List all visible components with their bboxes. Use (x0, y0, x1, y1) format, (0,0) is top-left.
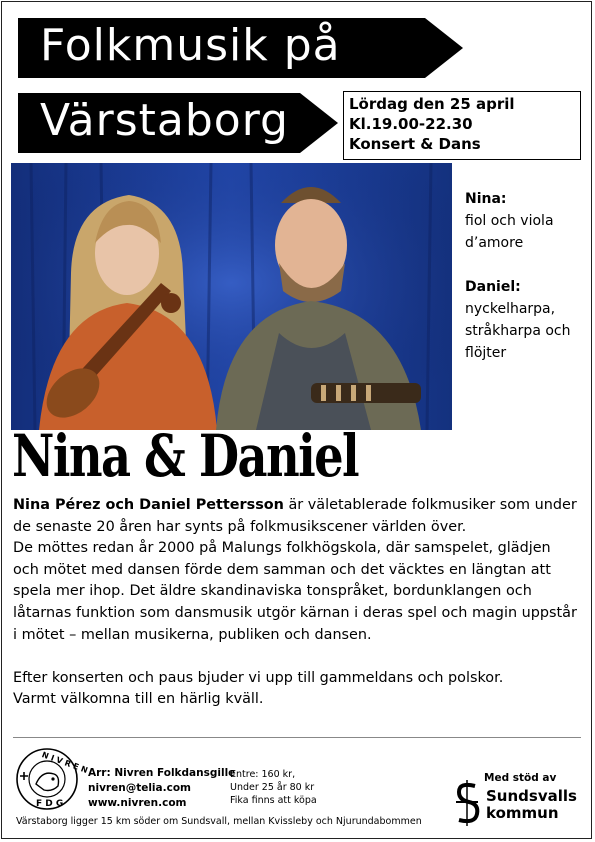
nivren-seal-icon (14, 746, 89, 812)
daniel-label: Daniel: (465, 279, 521, 295)
nivren-logo (14, 746, 89, 812)
organizer-contact (88, 766, 235, 811)
title-line2: Värstaborg (40, 95, 289, 146)
description (13, 495, 581, 711)
title-line1: Folkmusik på (40, 20, 341, 71)
title-banner-line2 (18, 93, 300, 153)
description-paragraph: Varmt välkomna till en härlig kväll. (13, 691, 264, 708)
event-type: Konsert & Dans (349, 135, 481, 153)
musician-roles (465, 188, 585, 364)
daniel-instrument: nyckelharpa, (465, 301, 556, 317)
price-entry: Entre: 160 kr, (230, 769, 296, 780)
nina-label: Nina: (465, 191, 507, 207)
sundsvall-s-icon (453, 780, 481, 826)
price-under25: Under 25 år 80 kr (230, 782, 315, 793)
banner-arrow-tip (300, 93, 338, 153)
event-info-box (343, 91, 581, 160)
svg-text:N I V R E N: N I V R E N (40, 750, 89, 776)
sundsvall-logo (453, 780, 481, 826)
description-paragraph: Nina Pérez och Daniel Pettersson är väletablerade folkmusiker som under de senaste 20 åren har synts på folkmusikscener världen över. (13, 497, 577, 535)
description-paragraph: De möttes redan år 2000 på Malungs folkhögskola, där samspelet, glädjen och mötet med dansen förde dem samman och det väcktes en längtan att spela mer ihop. Det äldre skandinaviska tonspråket, bordunklangen och låtarnas funktion som dansmusik utgör kärnan i deras spel och magin uppstår i mötet – mellan musikerna, publiken och dansen. (13, 540, 577, 643)
daniel-instrument: flöjter (465, 345, 507, 361)
daniel-instrument: stråkharpa och (465, 323, 571, 339)
banner-arrow-tip (425, 18, 463, 78)
fika-note: Fika finns att köpa (230, 795, 317, 806)
event-time: Kl.19.00-22.30 (349, 115, 473, 133)
performer-names: Nina Pérez och Daniel Pettersson (13, 497, 284, 513)
nina-instrument: fiol och viola (465, 213, 554, 229)
svg-text:F D G: F D G (36, 799, 64, 809)
event-date: Lördag den 25 april (349, 95, 515, 113)
support-label: Med stöd av (484, 772, 557, 784)
organizer-website[interactable]: www.nivren.com (88, 797, 187, 809)
musicians-photo-illustration (11, 163, 452, 430)
title-banner-line1 (18, 18, 425, 78)
performers-headline: Nina & Daniel (12, 422, 359, 490)
description-paragraph: Efter konserten och paus bjuder vi upp till gammeldans och polskor. (13, 669, 504, 686)
ticket-prices (230, 768, 317, 807)
organizer-email[interactable]: nivren@telia.com (88, 782, 191, 794)
musicians-photo (11, 163, 452, 430)
organizer-name: Arr: Nivren Folkdansgille (88, 767, 236, 779)
location-footer: Värstaborg ligger 15 km söder om Sundsvall, mellan Kvissleby och Njurundabommen (16, 816, 422, 827)
kommun-name: Sundsvalls kommun (486, 787, 577, 822)
divider (13, 737, 581, 738)
nina-instrument: d’amore (465, 235, 524, 251)
